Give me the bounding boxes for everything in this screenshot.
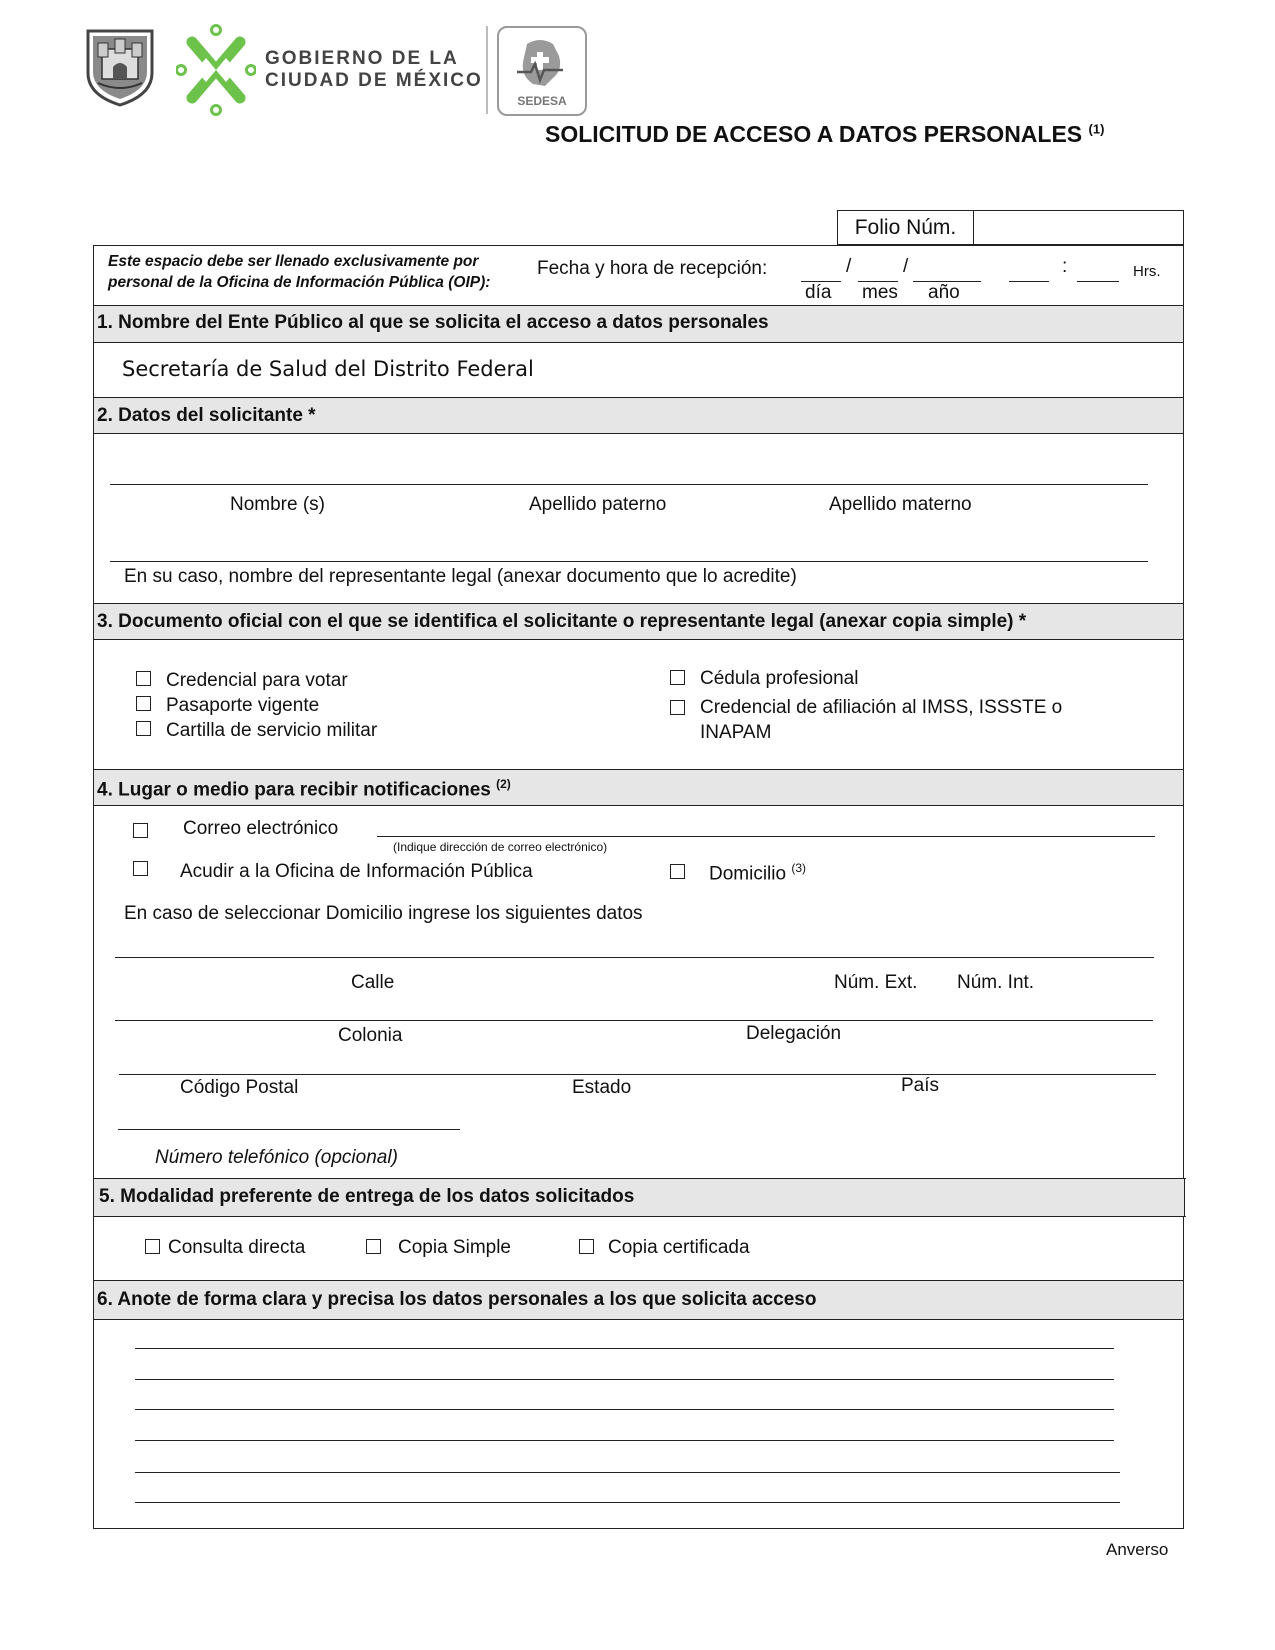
phone-label: Número telefónico (opcional) [155, 1147, 398, 1168]
divider [93, 639, 1184, 640]
section-1-title: 1. Nombre del Ente Público al que se solicita el acceso a datos personales [97, 312, 769, 333]
time-separator: : [1062, 256, 1068, 277]
section-6-title: 6. Anote de forma clara y precisa los datos personales a los que solicita acceso [97, 1289, 817, 1310]
folio-box [837, 210, 1184, 245]
section-5-title: 5. Modalidad preferente de entrega de los datos solicitados [99, 1186, 635, 1207]
checkbox-office[interactable] [133, 861, 148, 876]
cdmx-x-logo-icon [176, 24, 256, 116]
minute-field[interactable] [1077, 281, 1119, 282]
legal-representative-field[interactable] [110, 561, 1148, 562]
divider [93, 433, 1184, 434]
page-side-label: Anverso [1106, 1540, 1169, 1559]
oip-note-line2: personal de la Oficina de Información Pública (OIP): [108, 274, 491, 291]
divider [93, 342, 1184, 343]
section-2-title: 2. Datos del solicitante * [97, 405, 316, 426]
form-frame [93, 245, 1184, 1529]
page-title [545, 121, 1104, 148]
address-option [709, 861, 806, 885]
checkbox-email[interactable] [133, 823, 148, 838]
cdmx-coat-of-arms-icon [86, 29, 154, 107]
colony-label: Colonia [338, 1025, 403, 1046]
month-label: mes [862, 282, 898, 303]
checkbox-voter-id[interactable] [136, 671, 151, 686]
ext-number-label: Núm. Ext. [834, 972, 918, 993]
int-number-label: Núm. Int. [957, 972, 1035, 993]
option-certified-copy: Copia certificada [608, 1237, 750, 1258]
hour-field[interactable] [1009, 281, 1049, 282]
option-affiliation-card: Credencial de afiliación al IMSS, ISSSTE o [700, 697, 1063, 718]
street-label: Calle [351, 972, 395, 993]
checkbox-direct-consult[interactable] [145, 1239, 160, 1254]
request-detail-line-5[interactable] [135, 1472, 1120, 1473]
divider [93, 1216, 1186, 1217]
street-field[interactable] [115, 957, 1154, 958]
option-simple-copy: Copia Simple [398, 1237, 511, 1258]
day-label: día [805, 282, 832, 303]
checkbox-affiliation-card[interactable] [670, 700, 685, 715]
zip-label: Código Postal [180, 1077, 299, 1098]
section-4-title [97, 777, 511, 801]
folio-label: Folio Núm. [838, 211, 974, 244]
reception-label: Fecha y hora de recepción: [537, 258, 768, 279]
request-detail-line-1[interactable] [135, 1348, 1114, 1349]
phone-field[interactable] [118, 1129, 460, 1130]
delegation-label: Delegación [746, 1023, 842, 1044]
section-3-title: 3. Documento oficial con el que se identifica el solicitante o representante legal (anexar copia simple) * [97, 611, 1027, 632]
checkbox-professional-license[interactable] [670, 670, 685, 685]
checkbox-passport[interactable] [136, 696, 151, 711]
oip-note-line1: Este espacio debe ser llenado exclusivamente por [108, 253, 479, 270]
checkbox-certified-copy[interactable] [579, 1239, 594, 1254]
checkbox-military-card[interactable] [136, 721, 151, 736]
email-hint: (Indique dirección de correo electrónico) [393, 840, 608, 854]
option-passport: Pasaporte vigente [166, 695, 320, 716]
divider [93, 1319, 1184, 1320]
request-detail-line-6[interactable] [135, 1502, 1120, 1503]
page-title-note: (1) [1088, 121, 1105, 137]
option-direct-consult: Consulta directa [168, 1237, 306, 1258]
section-4-title-note: (2) [496, 777, 511, 791]
checkbox-simple-copy[interactable] [366, 1239, 381, 1254]
government-name-line2: CIUDAD DE MÉXICO [265, 70, 483, 91]
hours-label: Hrs. [1133, 263, 1161, 280]
government-name-line1: GOBIERNO DE LA [265, 48, 459, 69]
checkbox-address[interactable] [670, 864, 685, 879]
page-title-text: SOLICITUD DE ACCESO A DATOS PERSONALES [545, 121, 1083, 147]
section-4-title-text: 4. Lugar o medio para recibir notificaciones [97, 779, 491, 801]
first-name-label: Nombre (s) [230, 494, 326, 515]
email-field[interactable] [377, 836, 1155, 837]
zip-state-country-field[interactable] [119, 1074, 1156, 1075]
colony-field[interactable] [115, 1020, 1153, 1021]
applicant-name-field[interactable] [110, 484, 1148, 485]
sedesa-logo [497, 26, 587, 116]
date-separator-2: / [903, 256, 909, 277]
country-label: País [901, 1075, 940, 1096]
maternal-surname-label: Apellido materno [829, 494, 972, 515]
public-entity-value[interactable]: Secretaría de Salud del Distrito Federal [122, 357, 534, 381]
option-professional-license: Cédula profesional [700, 668, 859, 689]
address-note: (3) [791, 861, 807, 875]
state-label: Estado [572, 1077, 632, 1098]
option-military-card: Cartilla de servicio militar [166, 720, 378, 741]
request-detail-line-2[interactable] [135, 1379, 1114, 1380]
option-voter-id: Credencial para votar [166, 670, 348, 691]
address-label: Domicilio [709, 863, 787, 885]
legal-representative-label: En su caso, nombre del representante legal (anexar documento que lo acredite) [124, 566, 797, 587]
divider [93, 805, 1184, 806]
sedesa-logo-text: SEDESA [517, 94, 567, 108]
email-label: Correo electrónico [183, 818, 339, 839]
option-affiliation-card-cont: INAPAM [700, 722, 772, 743]
office-label: Acudir a la Oficina de Información Pública [180, 861, 533, 882]
address-instructions: En caso de seleccionar Domicilio ingrese los siguientes datos [124, 903, 643, 924]
request-detail-line-3[interactable] [135, 1409, 1114, 1410]
request-detail-line-4[interactable] [135, 1440, 1114, 1441]
paternal-surname-label: Apellido paterno [529, 494, 667, 515]
year-label: año [928, 282, 960, 303]
date-separator-1: / [846, 256, 852, 277]
header-divider [486, 26, 488, 114]
folio-field[interactable] [974, 211, 1183, 244]
